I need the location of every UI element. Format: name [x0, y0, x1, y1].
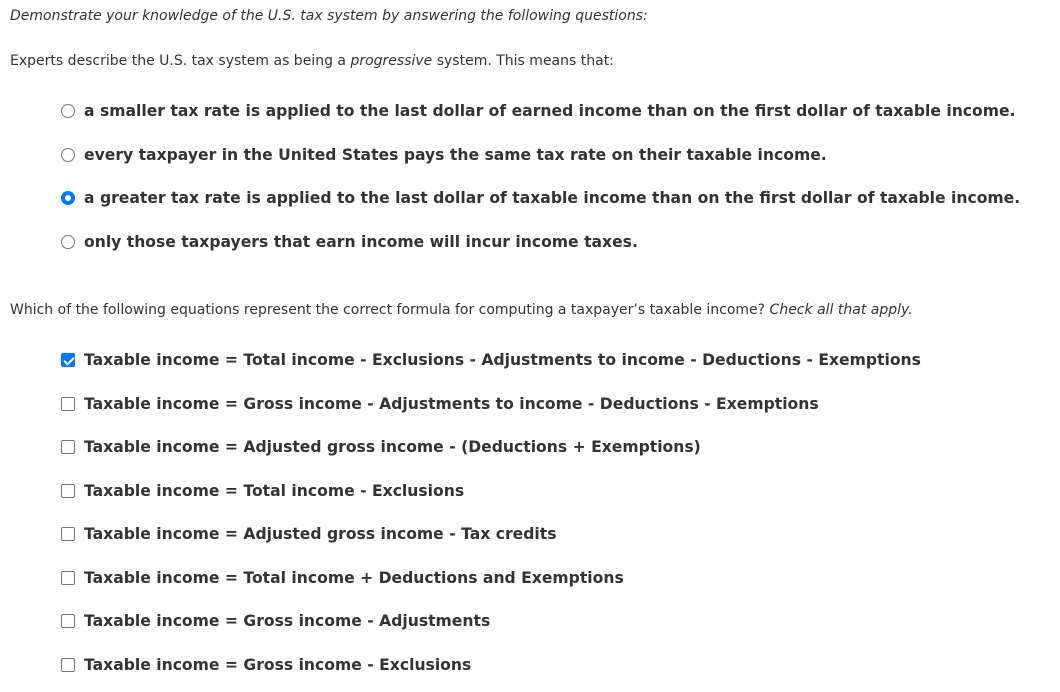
question-1-prompt — [10, 53, 614, 69]
checkbox-option-6[interactable] — [61, 567, 624, 589]
checkbox-option-label: Taxable income = Gross income - Exclusions — [84, 656, 472, 674]
checkbox[interactable] — [61, 658, 75, 672]
checkbox[interactable] — [61, 484, 75, 498]
checkbox[interactable] — [61, 440, 75, 454]
checkbox-option-8[interactable] — [61, 654, 471, 676]
checkbox[interactable] — [61, 571, 75, 585]
checkbox-option-label: Taxable income = Total income + Deductions and Exemptions — [84, 569, 624, 587]
checkbox-checked[interactable] — [61, 353, 75, 367]
radio-button[interactable] — [61, 148, 75, 162]
question-2-emphasis: Check all that apply. — [769, 302, 913, 318]
checkbox-option-label: Taxable income = Gross income - Adjustments — [84, 612, 491, 630]
checkbox-option-5[interactable] — [61, 523, 556, 545]
radio-button[interactable] — [61, 104, 75, 118]
checkbox-option-3[interactable] — [61, 436, 701, 458]
question-2-prompt — [10, 302, 913, 318]
checkbox-option-label: Taxable income = Gross income - Adjustments to income - Deductions - Exemptions — [84, 395, 819, 413]
checkbox[interactable] — [61, 397, 75, 411]
radio-option-label: a smaller tax rate is applied to the last dollar of earned income than on the first dollar of taxable income. — [84, 102, 1016, 120]
checkbox-option-label: Taxable income = Total income - Exclusions - Adjustments to income - Deductions - Exemptions — [84, 351, 921, 369]
checkbox-option-7[interactable] — [61, 610, 490, 632]
question-1-emphasis: progressive — [350, 53, 433, 69]
checkbox-option-4[interactable] — [61, 480, 464, 502]
radio-option-2[interactable] — [61, 144, 827, 166]
question-2-prefix: Which of the following equations represent the correct formula for computing a taxpayer’s taxable income? — [10, 302, 770, 318]
radio-option-1[interactable] — [61, 100, 1016, 122]
checkbox[interactable] — [61, 614, 75, 628]
radio-option-4[interactable] — [61, 231, 638, 253]
radio-button[interactable] — [61, 235, 75, 249]
checkbox-option-2[interactable] — [61, 393, 819, 415]
question-1-prefix: Experts describe the U.S. tax system as being a — [10, 53, 351, 69]
checkbox[interactable] — [61, 527, 75, 541]
radio-option-3[interactable] — [61, 187, 1020, 209]
radio-button-selected[interactable] — [61, 191, 75, 205]
checkbox-option-label: Taxable income = Total income - Exclusions — [84, 482, 465, 500]
checkbox-option-label: Taxable income = Adjusted gross income - (Deductions + Exemptions) — [84, 438, 701, 456]
checkbox-option-1[interactable] — [61, 349, 921, 371]
checkbox-option-label: Taxable income = Adjusted gross income - Tax credits — [84, 525, 557, 543]
radio-option-label: a greater tax rate is applied to the last dollar of taxable income than on the first dollar of taxable income. — [84, 189, 1021, 207]
radio-option-label: every taxpayer in the United States pays the same tax rate on their taxable income. — [84, 146, 827, 164]
instructions-text: Demonstrate your knowledge of the U.S. tax system by answering the following questions: — [10, 8, 648, 24]
radio-option-label: only those taxpayers that earn income will incur income taxes. — [84, 233, 638, 251]
question-1-suffix: system. This means that: — [432, 53, 614, 69]
